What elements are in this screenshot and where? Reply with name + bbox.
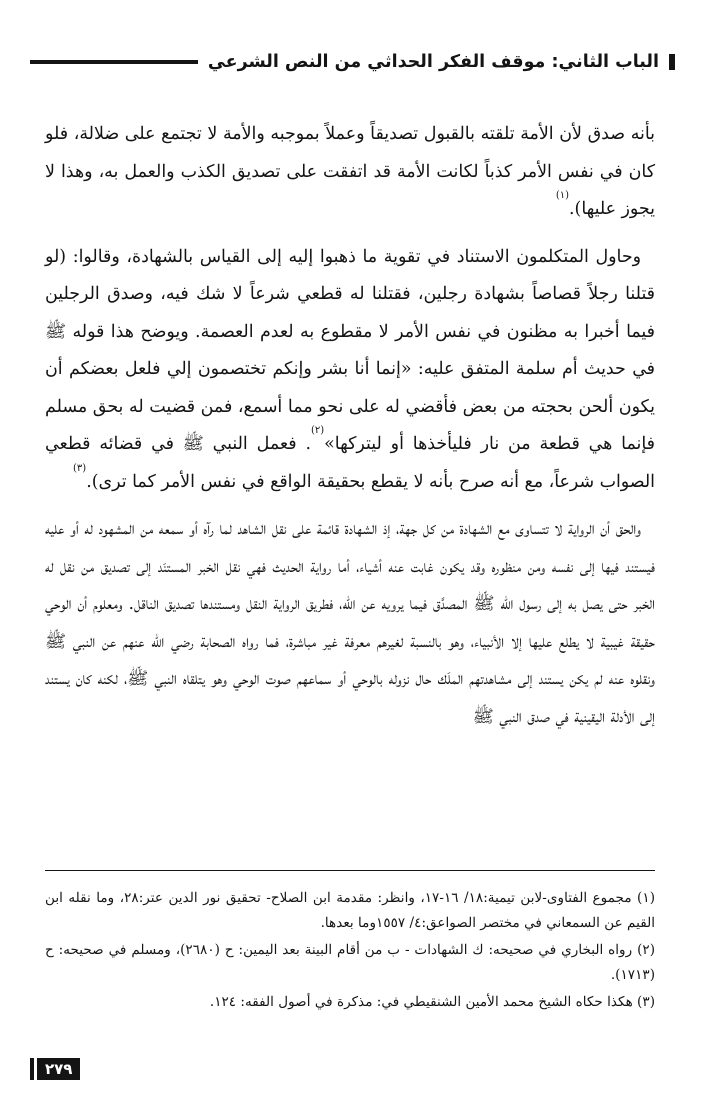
paragraph-2 — [45, 239, 655, 502]
page-number-box — [30, 1056, 80, 1082]
paragraph-3-text: والحق أن الرواية لا تتساوى مع الشهادة من كل جهة، إذ الشهادة قائمة على نقل الشاهد لما رآه أو سمعه من المشهود له أو عليه فيستند فيها إلى نفسه ومن منظوره وقد يكون غابت عنه أشياء، أما رواية الحديث فهي نقل الخبر المستنَد إلى تصديق من نقل له الخبر حتى يصل به إلى رسول الله ﷺ المصدَّق فيما يرويه عن الله، فطريق الرواية النقل ومستندها تصديق الناقل. ومعلوم أن الوحي حقيقة غيبية لا يطلع عليها إلا الأنبياء، وهو بالنسبة لغيرهم معرفة غير مباشرة، فما رواه الصحابة رضي الله عنهم عن النبي ﷺ ونقلوه عنه لم يكن يستند إلى مشاهدتهم الملَك حال نزوله بالوحي أو سماعهم صوت الوحي وهو يتلقاه النبي ﷺ، لكنه كان يستند إلى الأدلة اليقينية في صدق النبي ﷺ — [45, 519, 655, 727]
footnotes — [45, 886, 655, 1018]
footnote-ref-1: (١) — [555, 190, 569, 201]
running-header — [30, 44, 675, 80]
chapter-title: الباب الثاني: موقف الفكر الحداثي من النص الشرعي — [207, 52, 659, 72]
footnote-3: (٣) هكذا حكاه الشيخ محمد الأمين الشنقيطي في: مذكرة في أصول الفقه: ١٢٤. — [209, 994, 655, 1010]
main-text — [45, 116, 655, 736]
footnote-2: (٢) رواه البخاري في صحيحه: ك الشهادات - ب من أقام البينة بعد اليمين: ح (٢٦٨٠)، ومسلم في صحيحه: ح (١٧١٣). — [45, 942, 655, 983]
footnote-ref-3: (٣) — [73, 462, 87, 474]
paragraph-2-text-b: . فعمل النبي ﷺ في قضائه قطعي الصواب شرعاً، مع أنه صرح بأنه لا يقطع بحقيقة الواقع في نفس الأمر كما ترى). — [45, 434, 655, 492]
footnote-ref-2: (٢) — [310, 425, 325, 436]
paragraph-2-text-a: وحاول المتكلمون الاستناد في تقوية ما ذهبوا إليه إلى القياس بالشهادة، وقالوا: (لو قتلنا رجلاً قصاصاً بشهادة رجلين، فقتلنا له قطعي شرعاً لا شك فيه، وصدق الرجلين فيما أخبرا به مظنون في نفس الأمر لا مقطوع به لعدم العصمة. ويوضح هذا قوله ﷺ في حديث أم سلمة المتفق عليه: «إنما أنا بشر وإنكم تختصمون إلي فلعل بعضكم أن يكون ألحن بحجته من بعض فأقضي له على نحو مما أسمع، فمن قضيت له بحق مسلم فإنما هي قطعة من نار فليأخذها أو ليتركها» — [45, 246, 655, 454]
header-bar-mark — [669, 54, 675, 70]
header-rule — [30, 60, 198, 64]
paragraph-1 — [45, 116, 655, 229]
page-number: ٢٧٩ — [37, 1058, 80, 1080]
page-number-bar — [30, 1058, 34, 1080]
paragraph-1-text: بأنه صدق لأن الأمة تلقته بالقبول تصديقاً وعملاً بموجبه والأمة لا تجتمع على ضلالة، فلو كان في نفس الأمر كذباً لكانت الأمة قد اتفقت على تصديق الكذب والعمل به، وهذا لا يجوز عليها). — [45, 124, 655, 219]
footnote-separator — [45, 870, 655, 871]
footnote-1: (١) مجموع الفتاوى-لابن تيمية:١٨/ ١٦-١٧، وانظر: مقدمة ابن الصلاح- تحقيق نور الدين عتر:٢٨، وما نقله ابن القيم عن السمعاني في مختصر الصواعق:٤/ ١٥٥٧وما بعدها. — [45, 890, 655, 931]
paragraph-3 — [45, 511, 655, 736]
